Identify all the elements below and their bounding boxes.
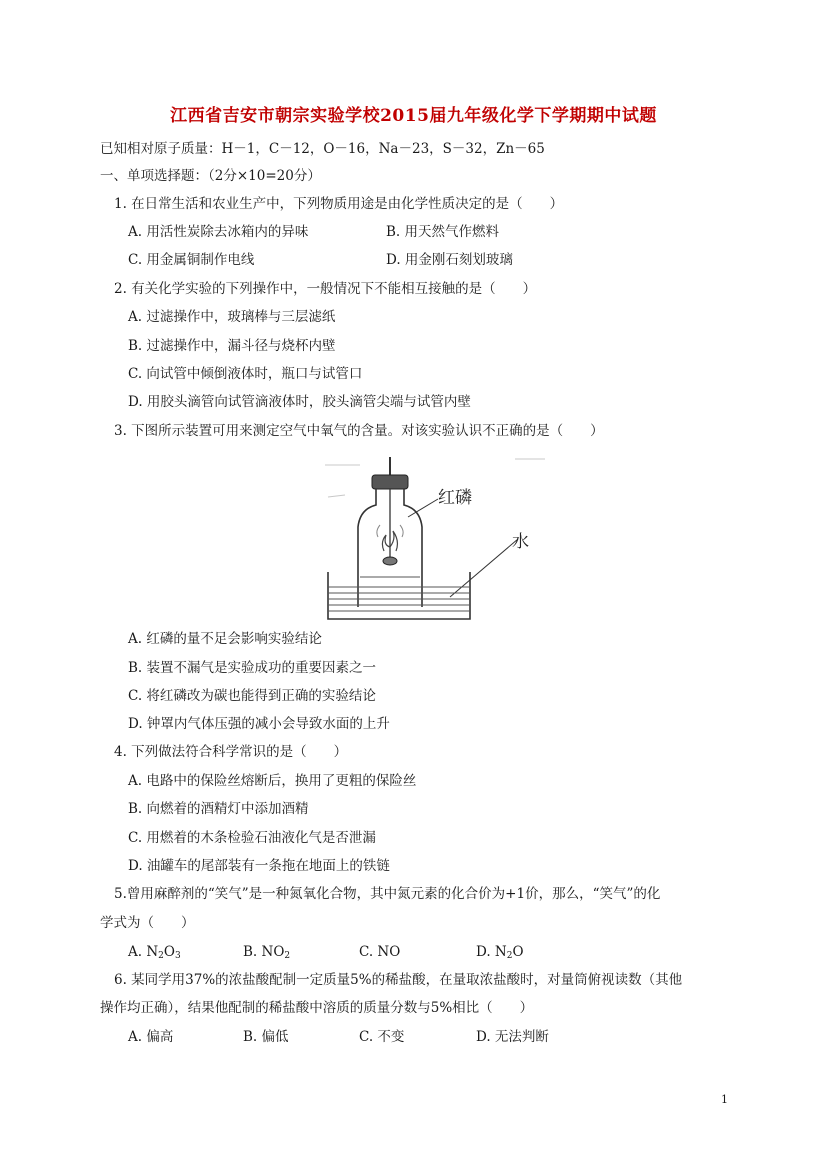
question-2-option-d: D. 用胶头滴管向试管滴液体时，胶头滴管尖端与试管内壁 <box>128 394 471 410</box>
question-5-option-c: C. NO <box>359 944 401 960</box>
question-3-stem: 3. 下图所示装置可用来测定空气中氧气的含量。对该实验认识不正确的是（ ） <box>114 423 604 439</box>
bell-jar-figure <box>320 447 550 622</box>
apparatus-drawing <box>320 447 550 622</box>
question-5-stem-line1: 5.曾用麻醉剂的“笑气”是一种氮氧化合物，其中氮元素的化合价为+1价，那么，“笑气”的化 <box>114 886 661 902</box>
question-2-option-c: C. 向试管中倾倒液体时，瓶口与试管口 <box>128 366 363 382</box>
question-6-option-c: C. 不变 <box>359 1029 405 1045</box>
question-4-option-b: B. 向燃着的酒精灯中添加酒精 <box>128 801 309 817</box>
question-3-option-d: D. 钟罩内气体压强的减小会导致水面的上升 <box>128 716 390 732</box>
question-4-option-a: A. 电路中的保险丝熔断后，换用了更粗的保险丝 <box>128 773 417 789</box>
question-3-option-a: A. 红磷的量不足会影响实验结论 <box>128 631 322 647</box>
question-4-option-d: D. 油罐车的尾部装有一条拖在地面上的铁链 <box>128 858 390 874</box>
atomic-masses-line: 已知相对原子质量：H－1，C－12，O－16，Na－23，S－32，Zn－65 <box>100 141 545 157</box>
question-3-option-c: C. 将红磷改为碳也能得到正确的实验结论 <box>128 688 376 704</box>
question-6-option-a: A. 偏高 <box>128 1029 174 1045</box>
label-red-phosphorus: 红磷 <box>438 488 472 508</box>
question-3-option-b: B. 装置不漏气是实验成功的重要因素之一 <box>128 660 377 676</box>
question-5-option-d: D. $N_2O$ <box>476 944 524 961</box>
page-number: 1 <box>721 1093 728 1106</box>
question-6-option-b: B. 偏低 <box>243 1029 289 1045</box>
question-6-stem-line2: 操作均正确），结果他配制的稀盐酸中溶质的质量分数与5%相比（ ） <box>100 1000 534 1016</box>
water-trough <box>328 572 470 619</box>
question-1-option-a: A. 用活性炭除去冰箱内的异味 <box>128 224 309 240</box>
question-6-option-d: D. 无法判断 <box>476 1029 549 1045</box>
label-water: 水 <box>512 532 529 552</box>
question-1-option-c: C. 用金属铜制作电线 <box>128 252 255 268</box>
question-5-stem-line2: 学式为（ ） <box>100 915 195 931</box>
stopper <box>372 475 408 489</box>
question-4-option-c: C. 用燃着的木条检验石油液化气是否泄漏 <box>128 830 376 846</box>
question-2-stem: 2. 有关化学实验的下列操作中，一般情况下不能相互接触的是（ ） <box>114 281 537 297</box>
question-5-option-a: A. $N_2O_3$ <box>128 944 181 961</box>
question-6-stem-line1: 6. 某同学用37%的浓盐酸配制一定质量5%的稀盐酸，在量取浓盐酸时，对量筒俯视读数（其他 <box>114 972 683 988</box>
question-2-option-a: A. 过滤操作中，玻璃棒与三层滤纸 <box>128 309 336 325</box>
question-5-option-b: B. $NO_2$ <box>243 944 291 961</box>
question-1-stem: 1. 在日常生活和农业生产中，下列物质用途是由化学性质决定的是（ ） <box>114 196 564 212</box>
question-2-option-b: B. 过滤操作中，漏斗径与烧杯内壁 <box>128 338 336 354</box>
question-1-option-d: D. 用金刚石刻划玻璃 <box>386 252 513 268</box>
question-1-option-b: B. 用天然气作燃料 <box>386 224 500 240</box>
page-title: 江西省吉安市朝宗实验学校2015届九年级化学下学期期中试题 <box>170 106 657 126</box>
question-4-stem: 4. 下列做法符合科学常识的是（ ） <box>114 744 348 760</box>
section-heading: 一、单项选择题：（2分×10=20分） <box>100 168 321 184</box>
